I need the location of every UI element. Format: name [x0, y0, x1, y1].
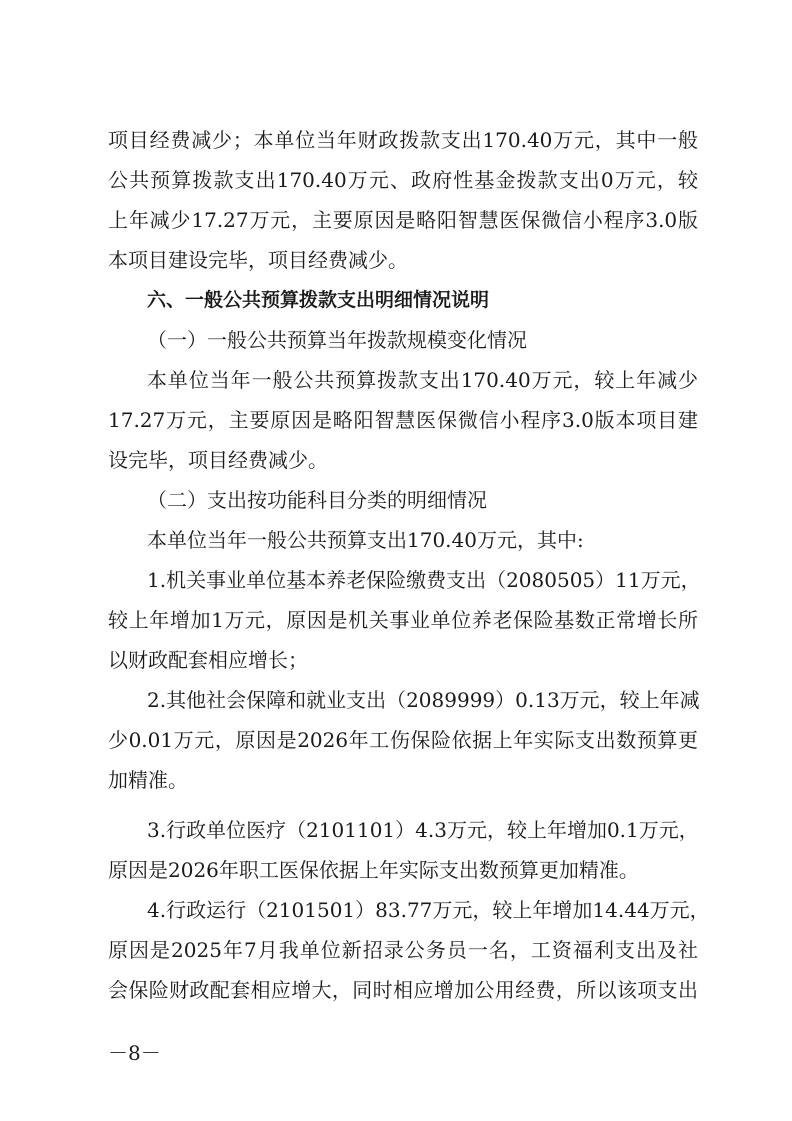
- subsection-heading: （一）一般公共预算当年拨款规模变化情况: [147, 328, 527, 352]
- list-item-line: 1.机关事业单位基本养老保险缴费支出（2080505）11万元，: [147, 568, 701, 592]
- subsection-heading: （二）支出按功能科目分类的明细情况: [147, 488, 487, 512]
- list-item-line: 原因是2026年职工医保依据上年实际支出数预算更加精准。: [108, 858, 639, 882]
- section-heading: 六、一般公共预算拨款支出明细情况说明: [147, 289, 490, 311]
- paragraph-line: 本项目建设完毕，项目经费减少。: [108, 248, 408, 272]
- list-item-line: 2.其他社会保障和就业支出（2089999）0.13万元，较上年减: [147, 688, 700, 712]
- list-item-line: 加精准。: [108, 768, 188, 792]
- page-number: －8－: [108, 1041, 161, 1065]
- list-item-line: 4.行政运行（2101501）83.77万元，较上年增加14.44万元，: [147, 898, 710, 922]
- paragraph-line: 本单位当年一般公共预算支出170.40万元，其中:: [147, 528, 584, 552]
- paragraph-line: 公共预算拨款支出170.40万元、政府性基金拨款支出0万元，较: [108, 168, 698, 192]
- list-item-line: 原因是2025年7月我单位新招录公务员一名，工资福利支出及社: [108, 938, 698, 962]
- paragraph-line: 项目经费减少；本单位当年财政拨款支出170.40万元，其中一般: [108, 128, 698, 152]
- paragraph-line: 设完毕，项目经费减少。: [108, 448, 328, 472]
- paragraph-line: 17.27万元，主要原因是略阳智慧医保微信小程序3.0版本项目建: [108, 408, 698, 432]
- list-item-line: 少0.01万元，原因是2026年工伤保险依据上年实际支出数预算更: [108, 728, 698, 752]
- list-item-line: 3.行政单位医疗（2101101）4.3万元，较上年增加0.1万元，: [147, 818, 699, 842]
- list-item-line: 会保险财政配套相应增大，同时相应增加公用经费，所以该项支出: [108, 978, 698, 1002]
- list-item-line: 较上年增加1万元，原因是机关事业单位养老保险基数正常增长所: [108, 608, 698, 632]
- paragraph-line: 本单位当年一般公共预算拨款支出170.40万元，较上年减少: [147, 368, 698, 392]
- paragraph-line: 上年减少17.27万元，主要原因是略阳智慧医保微信小程序3.0版: [108, 208, 698, 232]
- list-item-line: 以财政配套相应增长；: [108, 648, 308, 672]
